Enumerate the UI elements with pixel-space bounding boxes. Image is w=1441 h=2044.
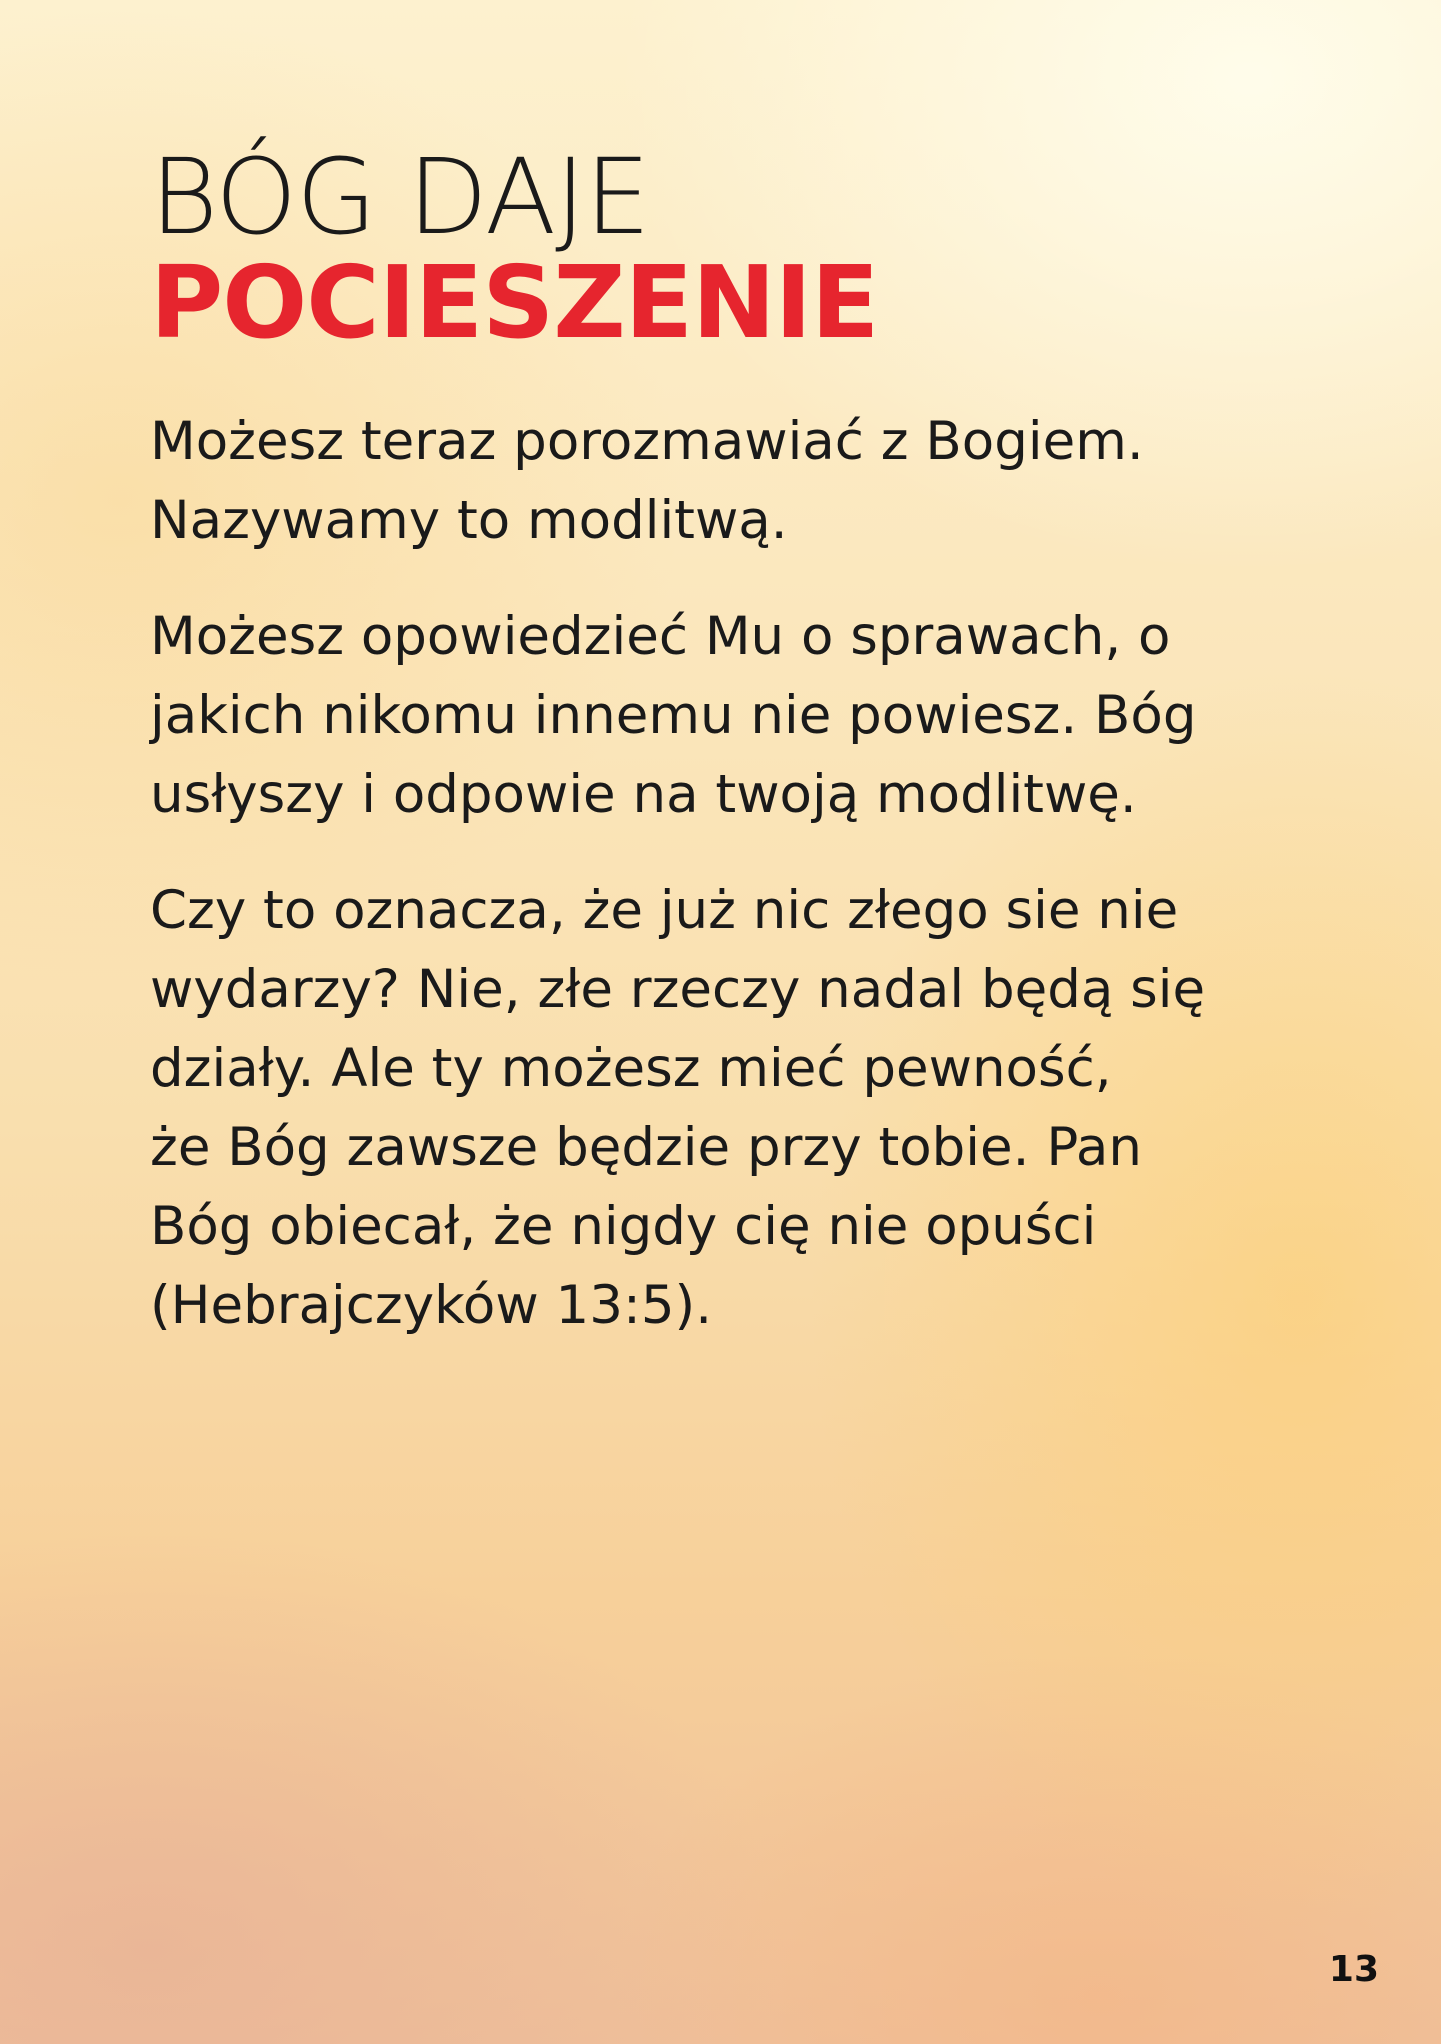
paragraph-line: Bóg obiecał, że nigdy cię nie opuści [150,1196,1097,1257]
paragraph-line: Czy to oznacza, że już nic złego sie nie [150,880,1179,941]
paragraph-line: jakich nikomu innemu nie powiesz. Bóg [150,685,1197,746]
page-number: 13 [1328,1949,1379,1990]
paragraph-line: Nazywamy to modlitwą. [150,490,788,551]
paragraph-1 [150,402,1300,560]
paragraph-line: działy. Ale ty możesz mieć pewność, [150,1038,1112,1099]
paragraph-line: wydarzy? Nie, złe rzeczy nadal będą się [150,959,1206,1020]
paragraph-3 [150,871,1300,1345]
paragraph-line: (Hebrajczyków 13:5). [150,1275,713,1336]
paragraph-line: że Bóg zawsze będzie przy tobie. Pan [150,1117,1142,1178]
paragraph-line: Możesz teraz porozmawiać z Bogiem. [150,411,1144,472]
paragraph-2 [150,597,1300,834]
paragraph-line: Możesz opowiedzieć Mu o sprawach, o [150,606,1171,667]
paragraph-line: usłyszy i odpowie na twoją modlitwę. [150,764,1137,825]
page-title-line-1: BÓG DAJE [150,136,650,258]
page-title-line-2: POCIESZENIE [150,244,879,361]
